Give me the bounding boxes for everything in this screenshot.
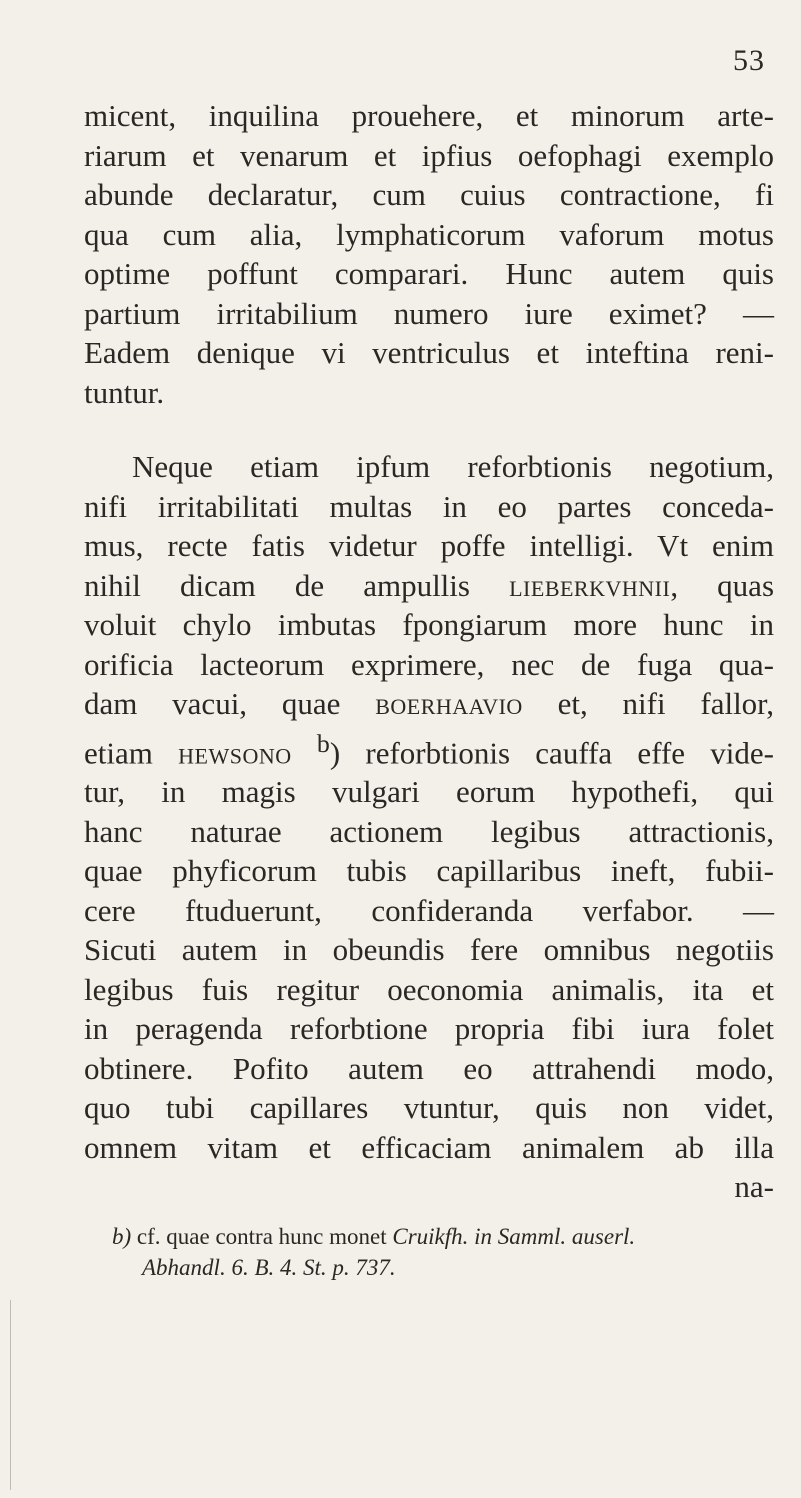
text-line: legibus fuis regitur oeconomia animalis, ita et bbox=[84, 971, 774, 1007]
text-line: qua cum alia, lymphaticorum vaforum motus bbox=[84, 216, 774, 252]
footnote bbox=[112, 1221, 772, 1283]
text-line: tuntur. bbox=[84, 374, 165, 410]
text-line: tur, in magis vulgari eorum hypothefi, qui bbox=[84, 774, 774, 810]
text-line: mus, recte fatis videtur poffe intelligi. Vt enim bbox=[84, 528, 774, 563]
text-span: nihil dicam de ampullis bbox=[84, 567, 470, 603]
text-line bbox=[84, 566, 774, 606]
text-line: orificia lacteorum exprimere, nec de fuga qua- bbox=[84, 646, 774, 682]
footnote-line bbox=[112, 1221, 772, 1252]
text-line: optime poffunt comparari. Hunc autem quis bbox=[84, 256, 774, 291]
author-name: hewsono bbox=[178, 734, 292, 770]
text-line: nifi irritabilitati multas in eo partes conceda- bbox=[84, 488, 774, 524]
text-span: ) reforbtionis cauffa effe vide- bbox=[329, 734, 774, 770]
text-line bbox=[84, 724, 774, 773]
footnote-reference: b bbox=[316, 728, 330, 758]
paragraph-gap bbox=[84, 412, 774, 447]
text-line: cere ftuduerunt, confideranda verfabor. — bbox=[84, 892, 774, 928]
text-line: obtinere. Pofito autem eo attrahendi modo, bbox=[84, 1050, 774, 1086]
page-number: 53 bbox=[733, 44, 765, 77]
text-span: , quas bbox=[670, 567, 775, 603]
text-line: Sicuti autem in obeundis fere omnibus negotiis bbox=[84, 932, 774, 968]
text-span: etiam bbox=[84, 734, 153, 770]
text-span: et, nifi fallor, bbox=[557, 686, 775, 721]
text-line bbox=[84, 447, 774, 487]
text-line: omnem vitam et efficaciam animalem ab illa bbox=[84, 1129, 774, 1165]
text-line: micent, inquilina prouehere, et minorum arte- bbox=[84, 98, 774, 133]
text-line: voluit chylo imbutas fpongiarum more hunc in bbox=[84, 607, 774, 642]
text-line: riarum et venarum et ipfius oefophagi exemplo bbox=[84, 137, 774, 173]
text-span: dam vacui, quae bbox=[84, 686, 341, 721]
main-text bbox=[84, 96, 774, 1207]
text-line: quae phyficorum tubis capillaribus ineft, fubii- bbox=[84, 853, 774, 889]
footnote-marker: b) bbox=[112, 1224, 132, 1249]
text-span: Neque etiam ipfum reforbtionis negotium, bbox=[132, 449, 774, 484]
text-span: cf. quae contra hunc monet bbox=[136, 1224, 387, 1249]
catchword: na- bbox=[734, 1169, 774, 1205]
footnote-line: Abhandl. 6. B. 4. St. p. 737. bbox=[142, 1255, 396, 1280]
text-line: Eadem denique vi ventriculus et inteftina reni- bbox=[84, 335, 774, 370]
text-line bbox=[84, 684, 774, 724]
text-line: abunde declaratur, cum cuius contractione, fi bbox=[84, 177, 774, 212]
author-name: boerhaavio bbox=[375, 686, 523, 721]
text-line: hanc naturae actionem legibus attractionis, bbox=[84, 813, 774, 849]
author-name: lieberkvhnii bbox=[509, 567, 671, 603]
text-line: quo tubi capillares vtuntur, quis non videt, bbox=[84, 1090, 774, 1126]
citation: Cruikfh. in Samml. auserl. bbox=[392, 1224, 636, 1249]
text-line: in peragenda reforbtione propria fibi iura folet bbox=[84, 1011, 774, 1047]
text-line: partium irritabilium numero iure eximet? — bbox=[84, 295, 774, 331]
page-edge-shadow bbox=[10, 1300, 11, 1490]
